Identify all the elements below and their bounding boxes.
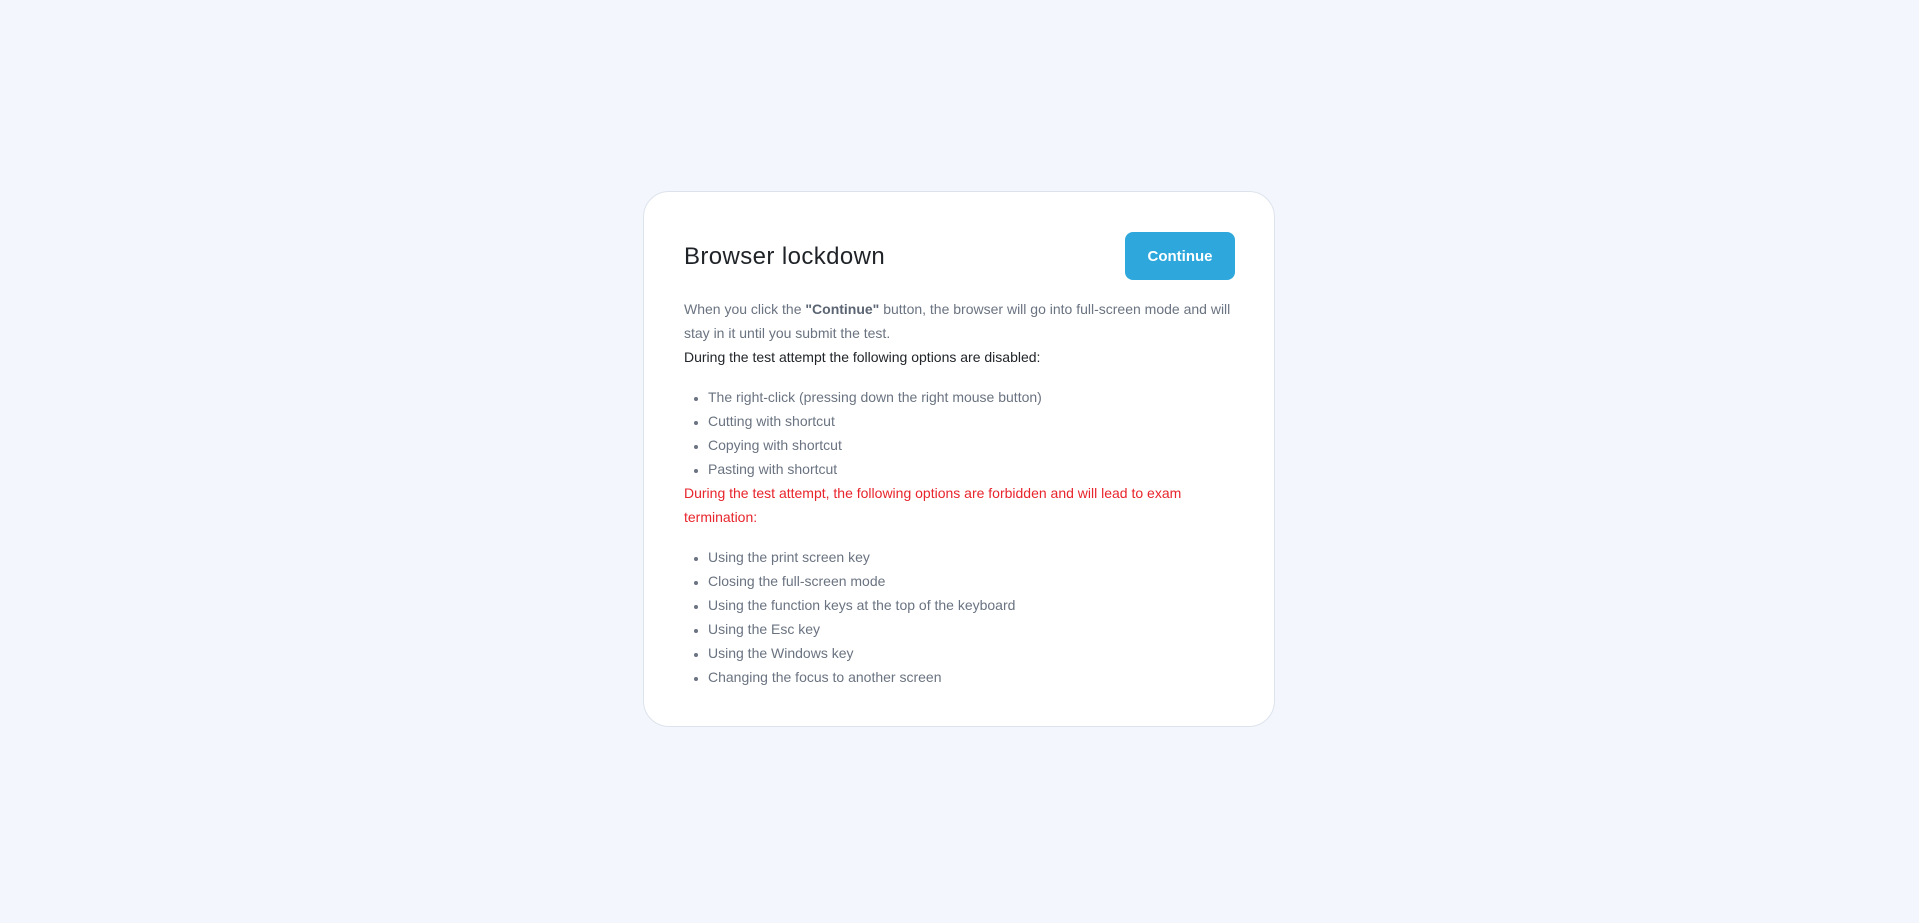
forbidden-option-item: • Closing the full-screen mode (708, 569, 1234, 593)
dialog-header (684, 232, 1234, 280)
intro-text-before: When you click the (684, 301, 806, 317)
forbidden-option-item: • Changing the focus to another screen (708, 665, 1234, 689)
intro-text (684, 297, 1234, 345)
disabled-option-item: • Pasting with shortcut (708, 457, 1234, 481)
disabled-options-heading: During the test attempt the following options are disabled: (684, 349, 1041, 365)
forbidden-options-heading: During the test attempt, the following options are forbidden and will lead to exam termination: (684, 485, 1182, 525)
forbidden-option-item: • Using the function keys at the top of the keyboard (708, 593, 1234, 617)
disabled-options-list (684, 385, 1234, 481)
continue-button[interactable]: Continue (1125, 232, 1235, 280)
forbidden-option-item: • Using the Esc key (708, 617, 1234, 641)
browser-lockdown-dialog (643, 191, 1275, 727)
disabled-option-item: • The right-click (pressing down the right mouse button) (708, 385, 1234, 409)
forbidden-option-item: • Using the Windows key (708, 641, 1234, 665)
intro-text-after: button, the browser will go into full-screen mode and will stay in it until you submit the test. (684, 301, 1231, 341)
forbidden-options-list (684, 545, 1234, 689)
dialog-title: Browser lockdown (684, 243, 886, 270)
forbidden-option-item: • Using the print screen key (708, 545, 1234, 569)
disabled-option-item: • Copying with shortcut (708, 433, 1234, 457)
disabled-option-item: • Cutting with shortcut (708, 409, 1234, 433)
intro-text-bold: "Continue" (805, 301, 880, 317)
